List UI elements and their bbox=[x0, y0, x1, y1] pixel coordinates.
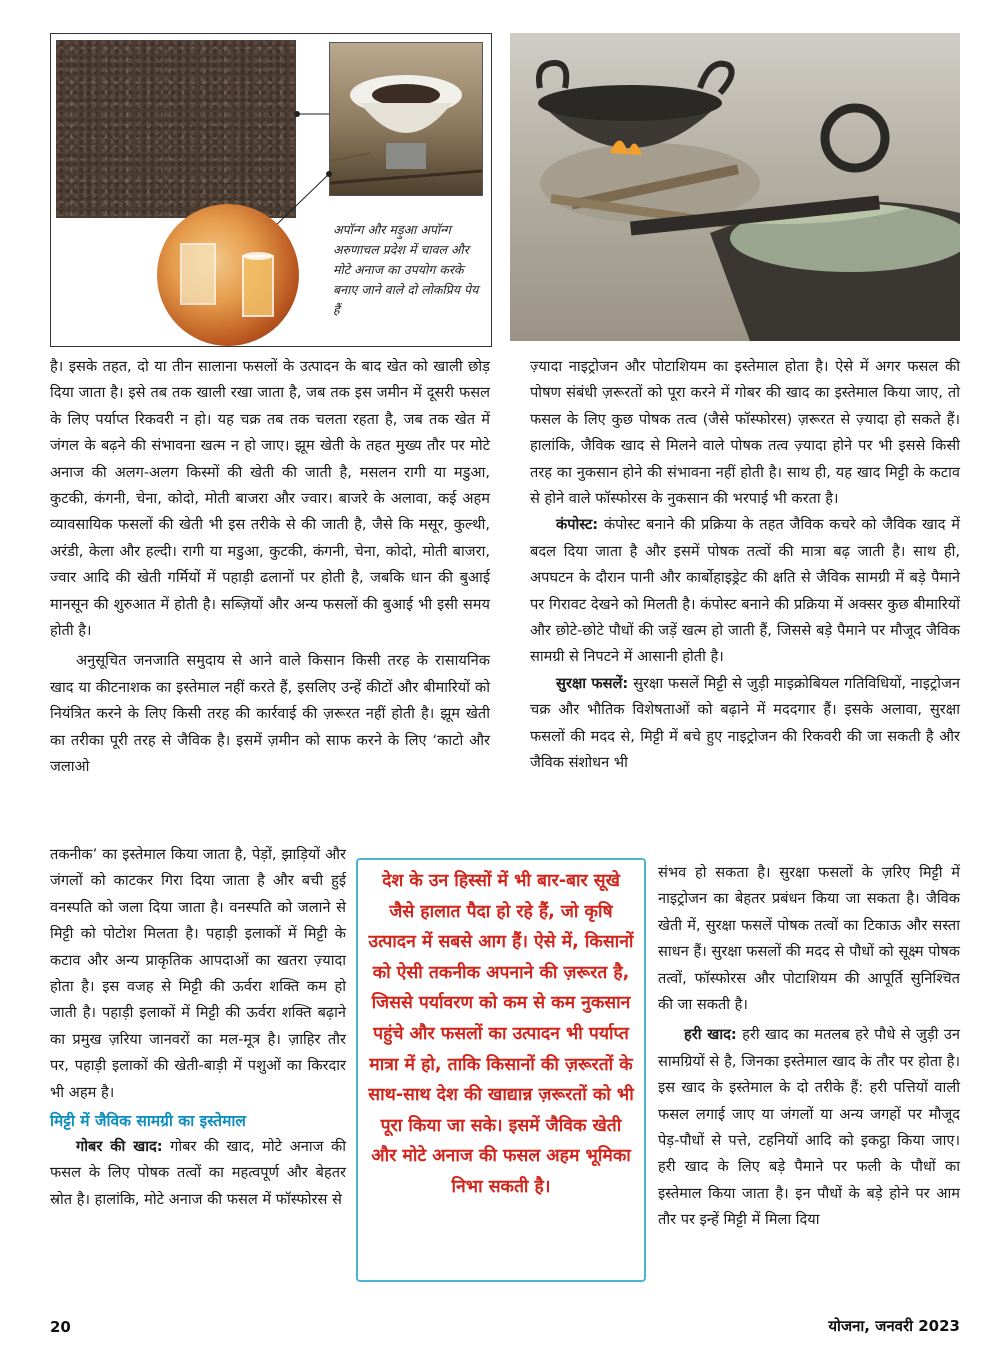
paragraph-lead: सुरक्षा फसलें: bbox=[556, 674, 629, 692]
paragraph-text: गोबर की खाद, मोटे अनाज की फसल के लिए पोषक तत्वों का महत्वपूर्ण और बेहतर स्रोत है। हालांकि, मोटे अनाज की फसल में फॉस्फोरस से bbox=[50, 1138, 346, 1208]
body-paragraph bbox=[50, 1134, 346, 1213]
paragraph-text: सुरक्षा फसलें मिट्टी से जुड़ी माइक्रोबियल गतिविधियों, नाइट्रोजन चक्र और भौतिक विशेषताओं को बढ़ाने में मददगार हैं। इसके अलावा, सुरक्षा फसलों की मदद से, मिट्टी में बचे हुए नाइट्रोजन की रिकवरी की जा सकती है और जैविक संशोधन भी bbox=[530, 674, 960, 772]
section-subheading: मिट्टी में जैविक सामग्री का इस्तेमाल bbox=[50, 1112, 246, 1131]
body-paragraph: ज़्यादा नाइट्रोजन और पोटाशियम का इस्तेमाल होता है। ऐसे में अगर फसल की पोषण संबंधी ज़रूरतों को पूरा करने में गोबर की खाद का इस्तेमाल किया जाए, तो फसल के लिए कुछ पोषक तत्व (जैसे फॉस्फोरस) ज़रूरत से ज़्यादा हो सकते हैं। हालांकि, जैविक खाद से मिलने वाले पोषक तत्व ज़्यादा होने पर भी इससे किसी तरह का नुकसान होने की संभावना नहीं होती है। साथ ही, यह खाद मिट्टी के कटाव से होने वाले फॉस्फोरस के नुकसान की भरपाई भी करता है। bbox=[530, 358, 960, 508]
drink-glasses bbox=[157, 204, 299, 346]
paragraph-lead: कंपोस्ट: bbox=[556, 516, 599, 534]
pull-quote-text: देश के उन हिस्सों में भी बार-बार सूखे जैसे हालात पैदा हो रहे हैं, जो कृषि उत्पादन में सबसे आग हैं। ऐसे में, किसानों को ऐसी तकनीक अपनाने की ज़रूरत है, जिससे पर्यावरण को कम से कम नुकसान पहुंचे और फसलों का उत्पादन भी पर्याप्त मात्रा में हो, ताकि किसानों की ज़रूरतों के साथ-साथ देश की खाद्यान्न ज़रूरतों को भी पूरा किया जा सके। इसमें जैविक खेती और मोटे अनाज की फसल अहम भूमिका निभा सकती है। bbox=[368, 871, 634, 1197]
journal-footer: योजना, जनवरी 2023 bbox=[828, 1317, 960, 1335]
paragraph-text: कंपोस्ट बनाने की प्रक्रिया के तहत जैविक कचरे को जैविक खाद में बदल दिया जाता है और इसमें पोषक तत्वों की मात्रा बढ़ जाती है। साथ ही, अपघटन के दौरान पानी और कार्बोहाइड्रेट की क्षति से जैविक सामग्री में बड़े पैमाने पर गिरावट देखने को मिलती है। कंपोस्ट बनाने की प्रक्रिया में अक्सर कुछ बीमारियों और छोटे-छोटे पौधों की जड़ें खत्म हो जाती हैं, जिससे बड़े पैमाने पर मौजूद जैविक सामग्री से निपटने में आसानी होती है। bbox=[530, 516, 960, 666]
cooking-photo bbox=[510, 33, 960, 341]
drinks-photo bbox=[157, 204, 299, 346]
body-paragraph bbox=[530, 671, 960, 777]
paragraph-text: हरी खाद का मतलब हरे पौधे से जुड़ी उन सामग्रियों से है, जिनका इस्तेमाल खाद के तौर पर होता है। इस खाद के इस्तेमाल के दो तरीके हैं: हरी पत्तियों वाली फसल लगाई जाए या जंगलों या अन्य जगहों पर मौजूद पेड़-पौधों से पत्ते, टहनियों आदि को इकट्ठा किया जाए। हरी खाद के लिए बड़े पैमाने पर फली के पौधों का इस्तेमाल किया जाता है। इन पौधों के बड़े होने पर आम तौर पर इन्हें मिट्टी में मिला दिया bbox=[658, 1026, 960, 1229]
photo-caption: अपॉन्ग और मड़ुआ अपॉन्ग अरुणाचल प्रदेश में चावल और मोटे अनाज का उपयोग करके बनाए जाने वाले दो लोकप्रिय पेय हैं bbox=[333, 222, 479, 317]
left-column-wrap bbox=[50, 842, 346, 1213]
body-paragraph bbox=[530, 512, 960, 670]
paragraph-lead: गोबर की खाद: bbox=[76, 1138, 163, 1156]
body-paragraph: है। इसके तहत, दो या तीन सालाना फसलों के उत्पादन के बाद खेत को खाली छोड़ दिया जाता है। इसे तब तक खाली रखा जाता है, जब तक इस जमीन में दूसरी फसल के लिए पर्याप्त रिकवरी न हो। यह चक्र तब तक चलता रहता है, जब तक खेत में जंगल के बढ़ने की संभावना खत्म न हो जाए। झूम खेती के तहत मुख्य तौर पर मोटे अनाज की अलग-अलग किस्मों की खेती की जाती है, मसलन रागी या मडुआ, कुटकी, कंगनी, चेना, कोदो, मोती बाजरा और ज्वार। बाजरे के अलावा, कई अहम व्यावसायिक फसलों की खेती भी इस तरीके से की जाती है, जैसे कि मसूर, कुल्थी, अरंडी, केला और हल्दी। रागी या मडुआ, कुटकी, कंगनी, चेना, कोदो, मोती बाजरा, ज्वार आदि की खेती गर्मियों में पहाड़ी ढलानों पर होती है, जबकि धान की बुआई मानसून की शुरुआत में होती है। सब्ज़ियों और अन्य फसलों की बुआई भी इसी समय होती है। bbox=[50, 358, 490, 640]
pull-quote bbox=[356, 858, 646, 1282]
wok-fire-illustration bbox=[510, 33, 960, 341]
body-paragraph: संभव हो सकता है। सुरक्षा फसलों के ज़रिए मिट्टी में नाइट्रोजन का बेहतर प्रबंधन किया जा सकता है। जैविक खेती में, सुरक्षा फसलें पोषक तत्वों का टिकाऊ और सस्ता साधन हैं। सुरक्षा फसलों की मदद से पौधों को सूक्ष्म पोषक तत्वों, फॉस्फोरस और पोटाशियम की आपूर्ति सुनिश्चित की जा सकती है। bbox=[658, 864, 960, 1014]
left-photo-panel bbox=[50, 33, 492, 347]
paragraph-lead: हरी खाद: bbox=[684, 1026, 737, 1044]
body-paragraph: अनुसूचित जनजाति समुदाय से आने वाले किसान किसी तरह के रासायनिक खाद या कीटनाशक का इस्तेमाल नहीं करते हैं, इसलिए उन्हें कीटों और बीमारियों को नियंत्रित करने के लिए किसी तरह की कार्रवाई की ज़रूरत नहीं होती है। झूम खेती का तरीका पूरी तरह से जैविक है। इसमें ज़मीन को साफ करने के लिए ‘काटो और जलाओ bbox=[50, 652, 490, 776]
right-column-wrap bbox=[658, 860, 960, 1234]
body-paragraph: तकनीक’ का इस्तेमाल किया जाता है, पेड़ों, झाड़ियों और जंगलों को काटकर गिरा दिया जाता है और बची हुई वनस्पति को जला दिया जाता है। वनस्पति को जलाने से मिट्टी को पोटोश मिलता है। पहाड़ी इलाकों में मिट्टी के कटाव और अन्य प्राकृतिक आपदाओं का खतरा ज़्यादा होता है। इस वजह से मिट्टी की ऊर्वरा शक्ति कम हो जाती है। पहाड़ी इलाकों में मिट्टी की ऊर्वरा शक्ति बढ़ाने का प्रमुख ज़रिया जानवरों का मल-मूत्र है। ज़ाहिर तौर पर, पहाड़ी इलाकों की खेती-बाड़ी में पशुओं का किरदार भी अहम है। bbox=[50, 846, 346, 1101]
page-number: 20 bbox=[50, 1318, 71, 1336]
right-column bbox=[530, 354, 960, 777]
left-column bbox=[50, 354, 490, 781]
body-paragraph bbox=[658, 1022, 960, 1233]
